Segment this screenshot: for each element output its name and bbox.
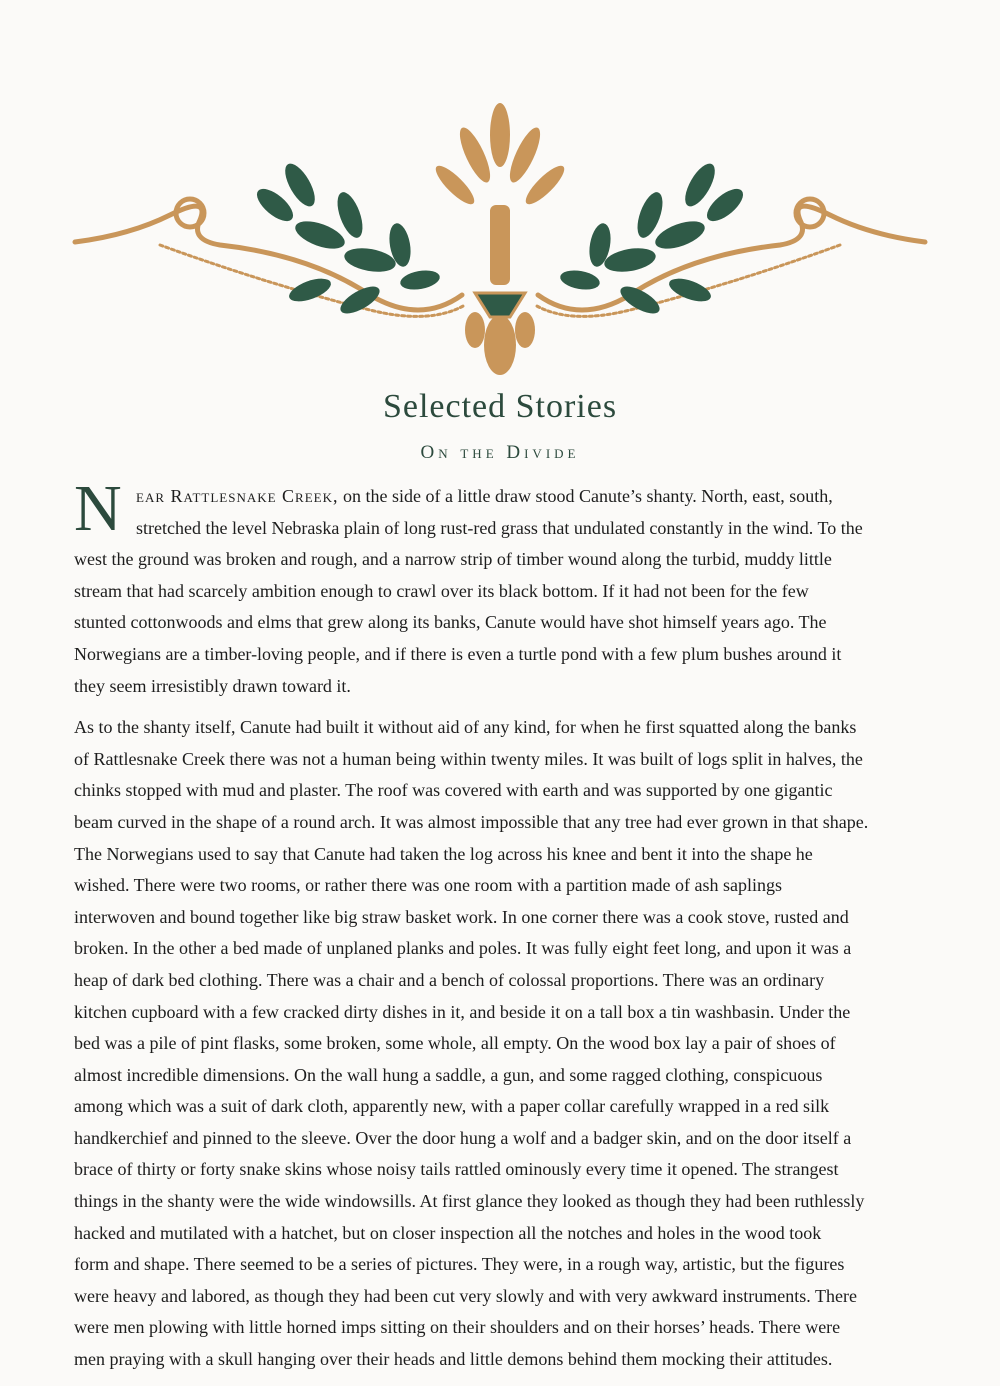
text-line: interwoven and bound together like big straw basket work. In one corner there was a cook stove, rusted and xyxy=(74,906,849,927)
text-line: wished. There were two rooms, or rather there was one room with a partition made of ash saplings xyxy=(74,875,782,896)
text-line: beam curved in the shape of a round arch. It was almost impossible that any tree had ever grown in that shape. xyxy=(74,811,869,832)
paragraph-1 xyxy=(74,481,930,702)
page-title: Selected Stories xyxy=(382,388,618,425)
story-title: On the Divide xyxy=(420,442,580,463)
text-line: brace of thirty or forty snake skins whose noisy tails rattled ominously every time it opened. The strangest xyxy=(74,1159,839,1180)
text-line: stream that had scarcely ambition enough to crawl over its black bottom. If it had not been for the few xyxy=(74,580,809,601)
text-line: west the ground was broken and rough, and a narrow strip of timber wound along the turbid, muddy little xyxy=(74,549,832,570)
text-line: men praying with a skull hanging over their heads and little demons behind them mocking their attitudes. xyxy=(74,1349,833,1370)
text-line: bed was a pile of pint flasks, some broken, some whole, all empty. On the wood box lay a pair of shoes of xyxy=(74,1033,836,1054)
text-line: stunted cottonwoods and elms that grew along its banks, Canute would have shot himself years ago. The xyxy=(74,612,827,633)
text-line: things in the shanty were the wide windowsills. At first glance they looked as though they had been ruthlessly xyxy=(74,1191,865,1212)
text-line: were heavy and labored, as though they had been cut very slowly and with very awkward instruments. There xyxy=(74,1285,857,1306)
drop-cap: N xyxy=(74,472,122,545)
text-line: form and shape. There seemed to be a series of pictures. They were, in a rough way, artistic, but the figures xyxy=(74,1254,845,1275)
paragraph-2 xyxy=(74,712,930,1375)
text-line: heap of dark bed clothing. There was a chair and a bench of colossal proportions. There was an ordinary xyxy=(74,969,825,990)
text-line: The Norwegians used to say that Canute had taken the log across his knee and bent it into the shape he xyxy=(74,843,813,864)
text-line: they seem irresistibly drawn toward it. xyxy=(74,675,351,696)
text-line: kitchen cupboard with a few cracked dirty dishes in it, and beside it on a tall box a tin washbasin. Under the xyxy=(74,1001,851,1022)
text-line: chinks stopped with mud and plaster. The roof was covered with earth and was supported by one gigantic xyxy=(74,780,833,801)
text-line: almost incredible dimensions. On the wall hung a saddle, a gun, and some ragged clothing, conspicuous xyxy=(74,1064,823,1085)
text-line: As to the shanty itself, Canute had built it without aid of any kind, for when he first squatted along the banks xyxy=(74,717,857,738)
text-line: were men plowing with little horned imps sitting on their shoulders and on their horses’ heads. There were xyxy=(74,1317,841,1338)
lead-in-text: ear Rattlesnake Creek, xyxy=(136,486,339,506)
text-line: Norwegians are a timber-loving people, and if there is even a turtle pond with a few plum bushes around it xyxy=(74,643,842,664)
text-line: ear Rattlesnake Creek, on the side of a little draw stood Canute’s shanty. North, east, south, xyxy=(136,486,833,506)
text-line: stretched the level Nebraska plain of long rust-red grass that undulated constantly in the wind. To the xyxy=(136,517,863,538)
text-line: hacked and mutilated with a hatchet, but on closer inspection all the notches and holes in the wood took xyxy=(74,1222,822,1243)
text-line: handkerchief and pinned to the sleeve. Over the door hung a wolf and a badger skin, and on the door itself a xyxy=(74,1127,852,1148)
text-line: of Rattlesnake Creek there was not a human being within twenty miles. It was built of logs split in halves, the xyxy=(74,748,863,769)
story-body xyxy=(74,481,930,1386)
text-line: among which was a suit of dark cloth, apparently new, with a paper collar carefully wrapped in a red silk xyxy=(74,1096,830,1117)
header-ornament-icon xyxy=(70,95,930,390)
text-line: broken. In the other a bed made of unplaned planks and poles. It was fully eight feet long, and upon it was a xyxy=(74,938,852,959)
